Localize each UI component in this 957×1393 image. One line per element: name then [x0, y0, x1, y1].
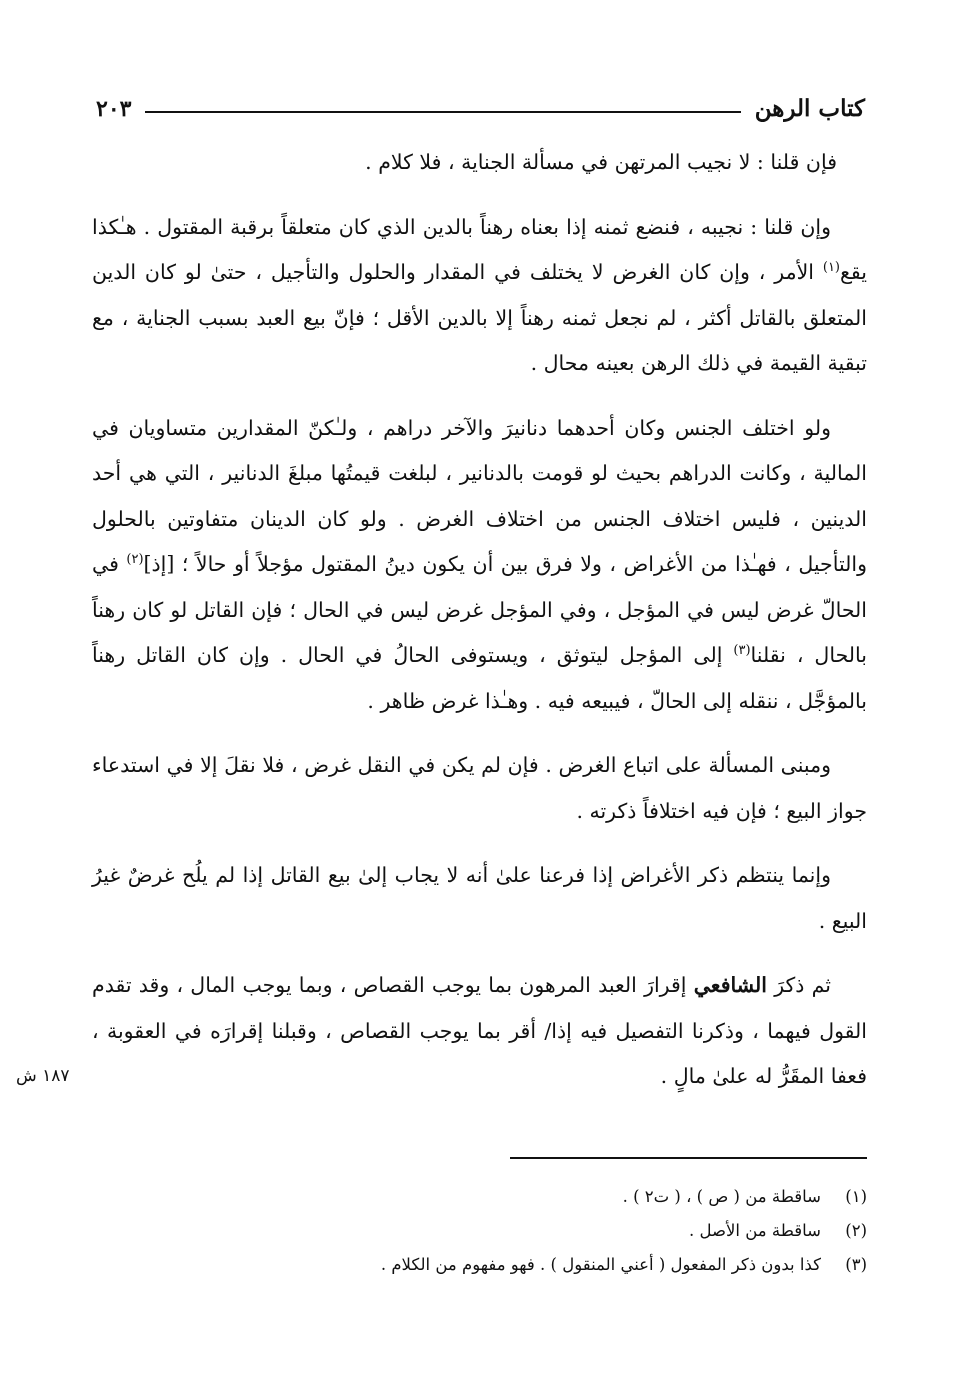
paragraph-text: ثم ذكرَ	[766, 973, 831, 997]
page-number: ٢٠٣	[96, 96, 132, 122]
footnote-text: ساقطة من الأصل .	[689, 1221, 821, 1240]
paragraph-text-continued: الأمر ، وإن كان الغرض لا يختلف في المقدار والحلول والتأجيل ، حتىٰ لو كان الدين المتعلق بالقاتل أكثر ، لم نجعل ثمنه رهناً إلا بالدين الأقل ؛ فإنّ بيع العبد بسبب الجناية ، مع تبقية القيمة في ذلك الرهن بعينه محال .	[92, 260, 867, 375]
paragraph-2	[92, 205, 867, 387]
footnote-number: (١)	[845, 1187, 867, 1206]
footnotes	[300, 1180, 867, 1282]
main-text	[92, 140, 867, 1119]
footnote-ref-2[interactable]: (٢)	[126, 552, 144, 568]
running-header	[96, 82, 865, 122]
footnote-ref-1[interactable]: (١)	[822, 260, 840, 276]
paragraph-text: فإن قلنا : لا نجيب المرتهن في مسألة الجناية ، فلا كلام .	[365, 150, 837, 174]
paragraph-4	[92, 743, 867, 834]
footnote-text: كذا بدون ذكر المفعول ( أعني المنقول ) . فهو مفهوم من الكلام .	[380, 1255, 821, 1274]
footnote-item	[300, 1248, 867, 1282]
footnote-item	[300, 1180, 867, 1214]
paragraph-text-continued: إقرارَ العبد المرهون بما يوجب القصاص ، وبما يوجب المال ، وقد تقدم القول فيهما ، وذكرنا التفصيل فيه إذا/ أقر بما يوجب القصاص ، وقبلنا إقرارَه في العقوبة ، فعفا المقَرُّ له علىٰ مالٍ .	[92, 973, 867, 1088]
paragraph-text: ولو اختلف الجنس وكان أحدهما دنانيرَ والآخر دراهم ، ولـٰكنّ المقدارين متساويان في المالية ، وكانت الدراهم بحيث لو قومت بالدنانير ، لبلغت قيمتُها مبلغَ الدنانير ، التي هي أحد الدينين ، فليس اختلاف الجنس من اختلاف الغرض . ولو كان الدينان متفاوتين بالحلول والتأجيل ، فهـٰذا من الأغراض ، ولا فرق بين أن يكون دينُ المقتول مؤجلاً أو حالاً ؛ [إذ]	[92, 415, 867, 576]
footnote-text: ساقطة من ( ص ) ، ( ت٢ ) .	[622, 1187, 821, 1206]
paragraph-text-continued: إلى المؤجل ليتوثق ، ويستوفى الحالُ في الحال . وإن كان القاتل رهناً بالمؤجَّل ، ننقله إلى الحالّ ، فيبيعه فيه . وهـٰذا غرض ظاهر .	[92, 643, 867, 713]
paragraph-text: وإنما ينتظم ذكر الأغراض إذا فرعنا علىٰ أنه لا يجاب إلىٰ بيع القاتل إذا لم يلُح غرضٌ غيرُ البيع .	[92, 863, 867, 933]
footnote-number: (٣)	[845, 1255, 867, 1274]
paragraph-5	[92, 853, 867, 944]
chapter-title: كتاب الرهن	[754, 95, 865, 122]
paragraph-text-continued: في الحالّ غرض ليس في المؤجل ، وفي المؤجل غرض ليس في الحال ؛ فإن القاتل لو كان رهناً بالحال ، نقلنا	[92, 552, 868, 667]
header-rule	[145, 111, 740, 113]
footnote-number: (٢)	[845, 1221, 867, 1240]
paragraph-text: ومبنى المسألة على اتباع الغرض . فإن لم يكن في النقل غرض ، فلا نقلَ إلا في استدعاء جواز البيع ؛ فإن فيه اختلافاً ذكرته .	[92, 753, 867, 823]
paragraph-6	[92, 963, 867, 1100]
paragraph-1	[92, 140, 867, 186]
footnote-ref-3[interactable]: (٣)	[733, 643, 751, 659]
footnote-separator	[510, 1157, 867, 1159]
paragraph-text: وإن قلنا : نجيبه ، فنضع ثمنه إذا بعناه رهناً بالدين الذي كان متعلقاً برقبة المقتول . هـٰكذا يقع	[92, 214, 867, 284]
margin-folio-note: ١٨٧ ش	[16, 1066, 70, 1086]
author-name-bold: الشافعي	[693, 973, 767, 997]
paragraph-3	[92, 406, 867, 725]
footnote-item	[300, 1214, 867, 1248]
